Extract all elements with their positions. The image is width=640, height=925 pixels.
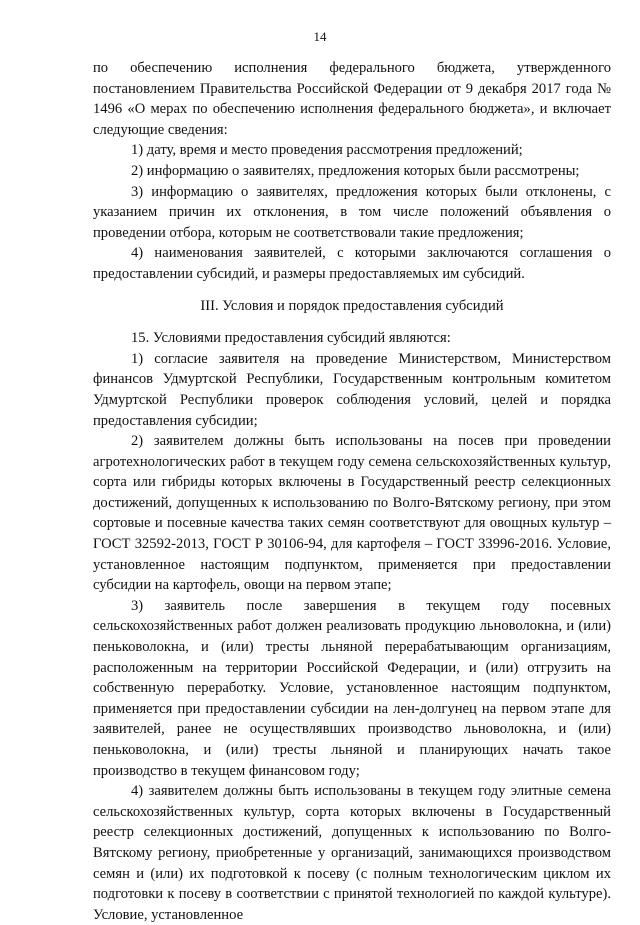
paragraph-continuation: по обеспечению исполнения федерального бюджета, утвержденного постановлением Правительства Российской Федерации от 9 декабря 2017 года № 1496 «О мерах по обеспечению исполнения федерального бюджета», и включает следующие сведения: [93, 60, 611, 138]
condition-1: 1) согласие заявителя на проведение Министерством, Министерством финансов Удмуртской Республики, Государственным контрольным комитетом Удмуртской Республики проверок соблюдения условий, целей и порядка предоставления субсидии; [93, 350, 611, 429]
page-number: 14 [313, 29, 327, 44]
condition-2: 2) заявителем должны быть использованы на посев при проведении агротехнологических работ в текущем году семена сельскохозяйственных культур, сорта или гибриды которых включены в Государственный реестр селекционных достижений, допущенных к использованию по Волго-Вятскому региону, при этом сортовые и посевные качества таких семян соответствуют для овощных культур – ГОСТ 32592-2013, ГОСТ Р 30106-94, для картофеля – ГОСТ 33996-2016. Условие, установленное настоящим подпунктом, применяется при предоставлении субсидии на картофель, овощи на первом этапе; [93, 433, 611, 594]
section-heading: III. Условия и порядок предоставления субсидий [200, 297, 504, 314]
document-body [93, 58, 611, 925]
list-item-1: 1) дату, время и место проведения рассмотрения предложений; [131, 142, 523, 159]
condition-3: 3) заявитель после завершения в текущем году посевных сельскохозяйственных работ должен реализовать продукцию льноволокна, и (или) пеньковолокна, и (или) тресты льняной перерабатывающим организациям, расположенным на территории Российской Федерации, и (или) отгрузить на собственную переработку. Условие, установленное настоящим подпунктом, применяется при предоставлении субсидии на лен-долгунец на первом этапе для заявителей, ранее не осуществлявших производство льноволокна, и (или) пеньковолокна, и (или) тресты льняной и планирующих начать такое производство в текущем финансовом году; [93, 597, 611, 779]
list-item-2: 2) информацию о заявителях, предложения которых были рассмотрены; [131, 162, 580, 179]
list-item-4: 4) наименования заявителей, с которыми заключаются соглашения о предоставлении субсидий, и размеры предоставляемых им субсидий. [93, 245, 611, 282]
list-item-3: 3) информацию о заявителях, предложения которых были отклонены, с указанием причин их отклонения, в том числе положений объявления о проведении отбора, которым не соответствовали такие предложения; [93, 183, 611, 241]
condition-4: 4) заявителем должны быть использованы в текущем году элитные семена сельскохозяйственных культур, сорта которых включены в Государственный реестр селекционных достижений, допущенных к использованию по Волго-Вятскому региону, приобретенные у организаций, занимающихся производством семян и (или) их подготовкой к посеву (с полным технологическим циклом их подготовки к посеву в соответствии с принятой технологией по каждой культуре). Условие, установленное [93, 783, 611, 923]
paragraph-15: 15. Условиями предоставления субсидий являются: [131, 330, 451, 347]
